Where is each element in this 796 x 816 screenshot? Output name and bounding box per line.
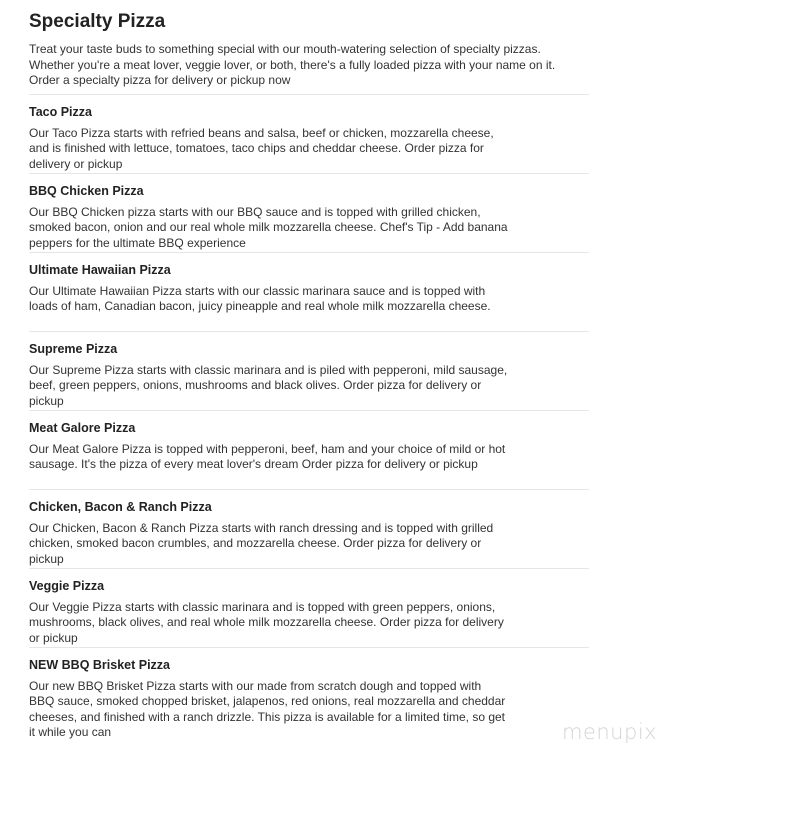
menu-item-description: Our Veggie Pizza starts with classic marinara and is topped with green peppers, onions, mushrooms, black olives, and real whole milk mozzarella cheese. Order pizza for delivery or pickup (29, 599, 504, 645)
menu-item-description: Our Ultimate Hawaiian Pizza starts with our classic marinara sauce and is topped with loads of ham, Canadian bacon, juicy pineapple and real whole milk mozzarella cheese. (29, 283, 491, 313)
menu-item-description: Our new BBQ Brisket Pizza starts with our made from scratch dough and topped with BBQ sauce, smoked chopped brisket, jalapenos, red onions, real mozzarella and cheddar cheeses, and finished with a ranch drizzle. This pizza is available for a limited time, so get it while you can (29, 678, 506, 739)
menu-item (29, 174, 589, 253)
menu-item-description: Our Taco Pizza starts with refried beans and salsa, beef or chicken, mozzarella cheese, and is finished with lettuce, tomatoes, taco chips and cheddar cheese. Order pizza for delivery or pickup (29, 125, 494, 171)
menu-item (29, 95, 589, 174)
menu-item-name: Supreme Pizza (29, 341, 118, 356)
menu-item-name: Veggie Pizza (29, 578, 105, 593)
menu-item-description: Our Meat Galore Pizza is topped with pepperoni, beef, ham and your choice of mild or hot sausage. It's the pizza of every meat lover's dream Order pizza for delivery or pickup (29, 441, 506, 471)
menu-item-name: Chicken, Bacon & Ranch Pizza (29, 499, 212, 514)
menu-item-list (29, 95, 589, 739)
menu-item-name: Taco Pizza (29, 104, 92, 119)
menu-item (29, 411, 589, 490)
menu-item-name: Ultimate Hawaiian Pizza (29, 262, 171, 277)
menu-item-description: Our Supreme Pizza starts with classic marinara and is piled with pepperoni, mild sausage, beef, green peppers, onions, mushrooms and black olives. Order pizza for delivery or pickup (29, 362, 508, 408)
menu-item-name: Meat Galore Pizza (29, 420, 136, 435)
menu-item (29, 490, 589, 569)
menu-item-description: Our Chicken, Bacon & Ranch Pizza starts with ranch dressing and is topped with grilled chicken, smoked bacon crumbles, and mozzarella cheese. Order pizza for delivery or pickup (29, 520, 494, 566)
menu-item-name: BBQ Chicken Pizza (29, 183, 144, 198)
menu-item (29, 648, 589, 739)
menu-item (29, 332, 589, 411)
menu-page (29, 10, 589, 739)
menu-item (29, 253, 589, 332)
menu-item-description: Our BBQ Chicken pizza starts with our BBQ sauce and is topped with grilled chicken, smoked bacon, onion and our real whole milk mozzarella cheese. Chef's Tip - Add banana peppers for the ultimate BBQ experience (29, 204, 508, 250)
section-title: Specialty Pizza (29, 11, 166, 32)
watermark-logo: menupix (562, 720, 658, 744)
section-intro: Treat your taste buds to something special with our mouth-watering selection of specialty pizzas. Whether you're a meat lover, veggie lover, or both, there's a fully loaded pizza with your name on it. Order a specialty pizza for delivery or pickup now (29, 42, 589, 95)
menu-item (29, 569, 589, 648)
menu-item-name: NEW BBQ Brisket Pizza (29, 657, 171, 672)
